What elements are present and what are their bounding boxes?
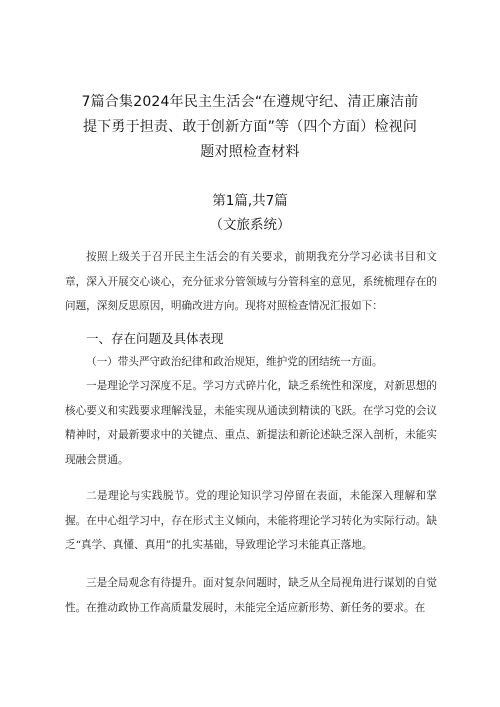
subsection-heading: （一）带头严守政治纪律和政治规矩，维护党的团结统一方面。 — [86, 356, 383, 368]
document-title-line-2: 提下勇于担责、敢于创新方面”等（四个方面）检视问 — [82, 119, 418, 135]
document-title-line-1: 7篇合集2024年民主生活会“在遵规守纪、清正廉洁前 — [81, 94, 419, 110]
part-label: 第1篇,共7篇 — [212, 193, 288, 209]
intro-paragraph: 按照上级关于召开民主生活会的有关要求，前期我充分学习必读书目和文章，深入开展交心谈心，充分征求分管领域与分管科室的意见，系统梳理存在的问题，深刻反思原因，明确改进方向。现将对照检查情况汇报如下： — [65, 251, 437, 312]
paragraph-point-2: 二是理论与实践脱节。党的理论知识学习停留在表面，未能深入理解和掌握。在中心组学习中，存在形式主义倾向，未能将理论学习转化为实际行动。缺乏“真学、真懂、真用”的扎实基础，导致理论学习未能真正落地。 — [65, 490, 437, 551]
paragraph-point-3: 三是全局观念有待提升。面对复杂问题时，缺乏从全局视角进行谋划的自觉性。在推动政协工作高质量发展时，未能完全适应新形势、新任务的要求。在 — [65, 577, 437, 614]
section-heading: 一、存在问题及具体表现 — [86, 331, 224, 346]
department-label: （文旅系统） — [209, 217, 291, 233]
document-title-line-3: 题对照检查材料 — [200, 144, 300, 160]
paragraph-point-1: 一是理论学习深度不足。学习方式碎片化，缺乏系统性和深度，对新思想的核心要义和实践要求理解浅显，未能实现从通读到精读的飞跃。在学习党的会议精神时，对最新要求中的关键点、重点、新提法和新论述缺乏深入剖析，未能实现融会贯通。 — [65, 380, 437, 466]
